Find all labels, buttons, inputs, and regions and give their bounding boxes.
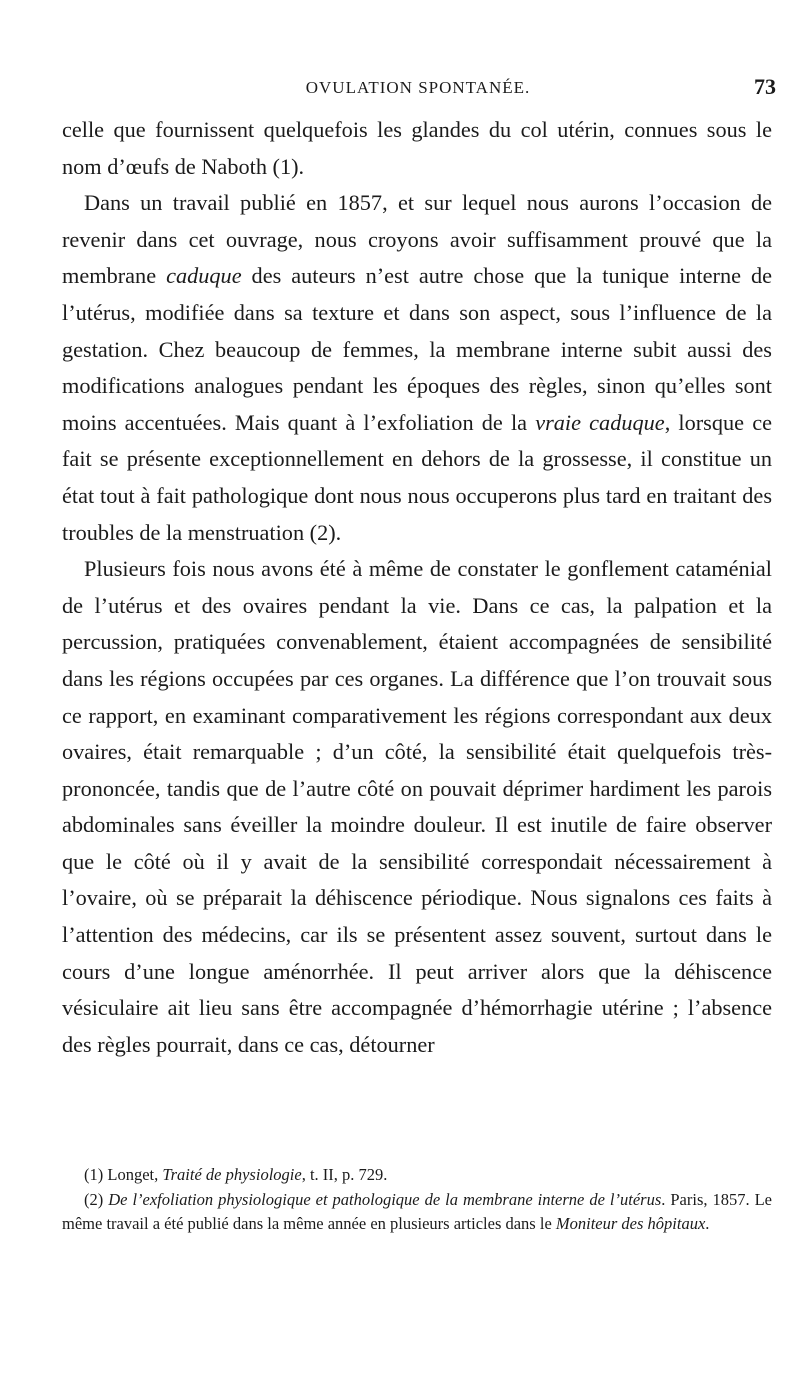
main-text [62,112,772,1063]
paragraph [62,551,772,1063]
italic-text: De l’exfoliation physiologique et pathologique de la membrane interne de l’utérus [108,1189,662,1209]
italic-text: Moniteur des hôpitaux [555,1214,706,1233]
running-title: OVULATION SPONTANÉE. [305,78,531,97]
footnotes [62,1163,772,1237]
text-run: des auteurs n’est autre chose que la tunique interne de l’utérus, modifiée dans sa texture et dans son aspect, sous l’influence de la gestation. Chez beaucoup de femmes, la membrane interne subit aussi des modifications analogues pendant les époques des règles, sinon qu’elles sont moins accentuées. Mais quant à l’exfoliation de la [62,263,773,435]
paragraph [62,185,772,551]
italic-text: Traité de physiologie [162,1165,302,1184]
text-run: . Paris, 1857. Le même travail a été publié dans la même année en plusieurs articles dans le [62,1189,772,1233]
italic-text: caduque [166,263,242,289]
footnote [62,1188,772,1237]
text-run: Dans un travail publié en 1857, et sur lequel nous aurons l’occasion de revenir dans cet ouvrage, nous croyons avoir suffisamment prouvé que la membrane [62,190,772,289]
footnote [62,1163,772,1188]
text-run: (1) Longet, [84,1165,163,1184]
text-run: , lorsque ce fait se présente exceptionnellement en dehors de la grossesse, il constitue un état tout à fait pathologique dont nous nous occuperons plus tard en traitant des troubles de la menstruation (2). [62,409,772,545]
page-header [60,74,776,104]
text-run: . [705,1214,710,1233]
italic-text: vraie caduque [535,409,665,435]
text-run: Plusieurs fois nous avons été à même de constater le gonflement cataménial de l’utérus et des ovaires pendant la vie. Dans ce cas, la palpation et la percussion, pratiquées convenablement, étaient accompagnées de sensibilité dans les régions occupées par ces organes. La différence que l’on trouvait sous ce rapport, en examinant comparativement les régions correspondant aux deux ovaires, était remarquable ; d’un côté, la sensibilité était quelquefois très-prononcée, tandis que de l’autre côté on pouvait déprimer hardiment les parois abdominales sans éveiller la moindre douleur. Il est inutile de faire observer que le côté où il y avait de la sensibilité correspondait nécessairement à l’ovaire, où se préparait la déhiscence périodique. Nous signalons ces faits à l’attention des médecins, car ils se présentent assez souvent, surtout dans le cours d’une longue aménorrhée. Il peut arriver alors que la déhiscence vésiculaire ait lieu sans être accompagnée d’hémorrhagie utérine ; l’absence des règles pourrait, dans ce cas, détourner [62,556,772,1057]
text-run: celle que fournissent quelquefois les glandes du col utérin, connues sous le nom d’œufs de Naboth (1). [62,117,772,179]
text-run: , t. II, p. 729. [301,1165,388,1184]
page-number: 73 [754,74,776,99]
paragraph [62,112,772,185]
text-run: (2) [84,1189,109,1209]
